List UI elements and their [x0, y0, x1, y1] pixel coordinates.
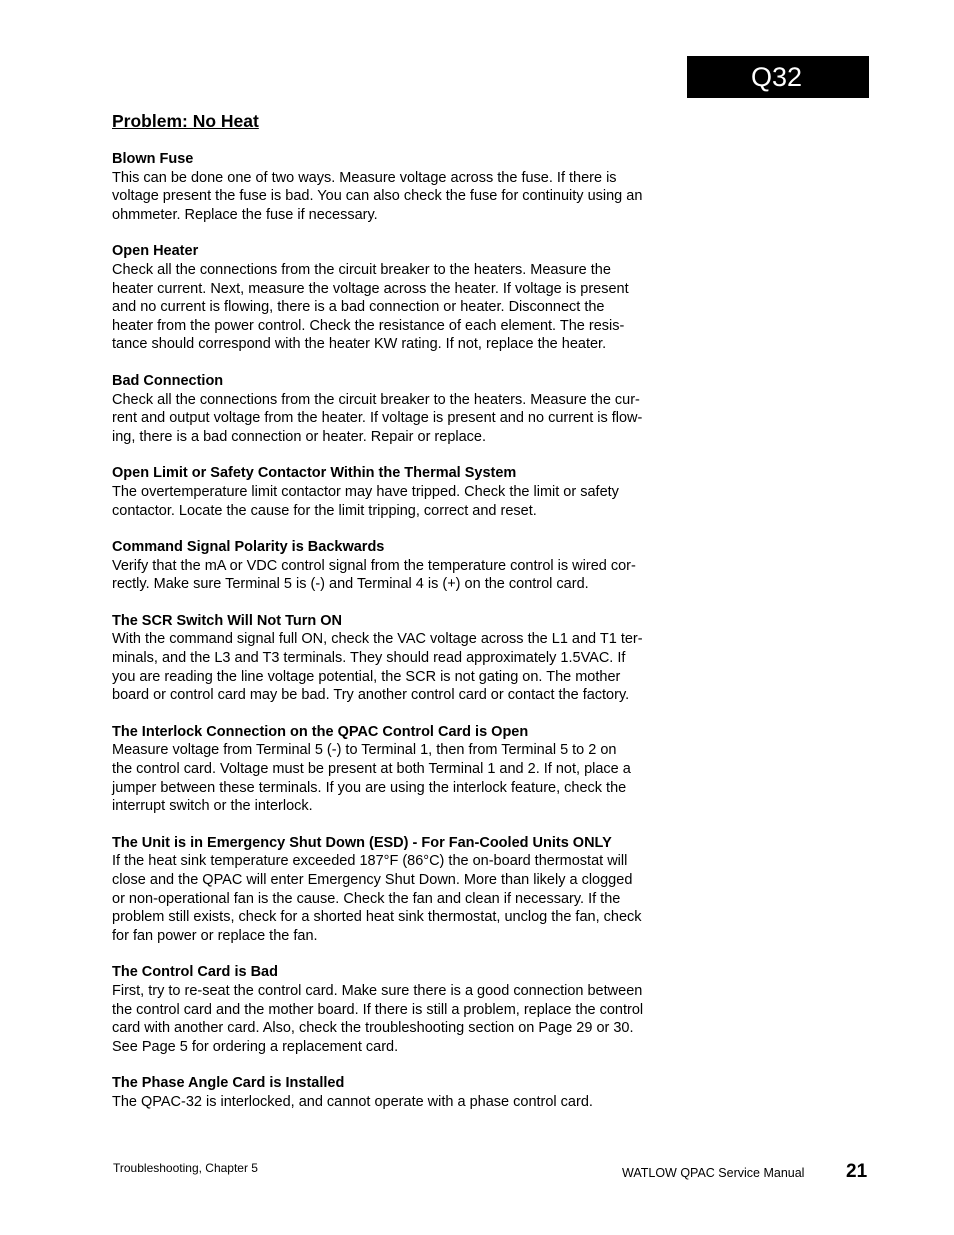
body-line: Verify that the mA or VDC control signal from the temperature control is wired cor- — [112, 557, 636, 574]
body-line: contactor. Locate the cause for the limit tripping, correct and reset. — [112, 502, 537, 519]
troubleshooting-section — [112, 372, 692, 446]
troubleshooting-section — [112, 612, 692, 705]
body-line: Measure voltage from Terminal 5 (-) to Terminal 1, then from Terminal 5 to 2 on — [112, 742, 617, 759]
body-line: jumper between these terminals. If you are using the interlock feature, check the — [112, 779, 627, 796]
section-heading: Open Heater — [112, 243, 199, 260]
body-line: minals, and the L3 and T3 terminals. They should read approximately 1.5VAC. If — [112, 650, 626, 667]
body-line: If the heat sink temperature exceeded 187°F (86°C) the on-board thermostat will — [112, 853, 628, 870]
body-line: With the command signal full ON, check the VAC voltage across the L1 and T1 ter- — [112, 631, 643, 648]
body-line: Check all the connections from the circuit breaker to the heaters. Measure the cur- — [112, 391, 640, 408]
chapter-tab — [687, 56, 869, 98]
section-heading: Command Signal Polarity is Backwards — [112, 539, 385, 556]
page-number: 21 — [846, 1161, 868, 1182]
body-line: First, try to re-seat the control card. Make sure there is a good connection between — [112, 982, 643, 999]
troubleshooting-section — [112, 150, 692, 224]
troubleshooting-section — [112, 834, 692, 946]
body-line: heater current. Next, measure the voltage across the heater. If voltage is present — [112, 280, 629, 297]
section-body — [112, 852, 692, 945]
body-line: The QPAC-32 is interlocked, and cannot operate with a phase control card. — [112, 1093, 593, 1110]
body-line: for fan power or replace the fan. — [112, 927, 318, 944]
body-line: heater from the power control. Check the resistance of each element. The resis- — [112, 317, 625, 334]
section-heading: Open Limit or Safety Contactor Within the Thermal System — [112, 465, 517, 482]
section-heading: The SCR Switch Will Not Turn ON — [112, 612, 342, 629]
body-line: Check all the connections from the circuit breaker to the heaters. Measure the — [112, 261, 611, 278]
section-body — [112, 630, 692, 704]
section-heading: Blown Fuse — [112, 151, 194, 167]
body-line: See Page 5 for ordering a replacement card. — [112, 1038, 399, 1055]
troubleshooting-section — [112, 1074, 692, 1111]
troubleshooting-section — [112, 464, 692, 520]
troubleshooting-section — [112, 963, 692, 1056]
page-title: Problem: No Heat — [112, 111, 259, 131]
section-heading: Bad Connection — [112, 372, 224, 389]
troubleshooting-section — [112, 723, 692, 816]
body-line: tance should correspond with the heater KW rating. If not, replace the heater. — [112, 336, 607, 353]
body-line: ing, there is a bad connection or heater. Repair or replace. — [112, 428, 487, 445]
footer-manual-title: WATLOW QPAC Service Manual — [622, 1166, 805, 1180]
body-line: you are reading the line voltage potential, the SCR is not gating on. The mother — [112, 668, 621, 685]
body-line: problem still exists, check for a shorted heat sink thermostat, unclog the fan, check — [112, 909, 642, 926]
footer-chapter: Troubleshooting, Chapter 5 — [113, 1161, 258, 1175]
body-line: ohmmeter. Replace the fuse if necessary. — [112, 206, 378, 223]
troubleshooting-section — [112, 538, 692, 594]
troubleshooting-section — [112, 242, 692, 354]
body-line: board or control card may be bad. Try another control card or contact the factory. — [112, 687, 630, 704]
body-line: The overtemperature limit contactor may have tripped. Check the limit or safety — [112, 483, 619, 500]
section-body — [112, 982, 692, 1056]
body-line: rectly. Make sure Terminal 5 is (-) and Terminal 4 is (+) on the control card. — [112, 576, 589, 593]
body-line: card with another card. Also, check the troubleshooting section on Page 29 or 30. — [112, 1020, 634, 1037]
section-body — [112, 1093, 692, 1112]
body-line: close and the QPAC will enter Emergency Shut Down. More than likely a clogged — [112, 872, 633, 888]
section-heading: The Control Card is Bad — [112, 964, 278, 981]
body-line: the control card. Voltage must be present at both Terminal 1 and 2. If not, place a — [112, 761, 631, 778]
body-line: rent and output voltage from the heater. If voltage is present and no current is flow- — [112, 410, 643, 427]
sections-container — [112, 150, 692, 1112]
section-heading: The Unit is in Emergency Shut Down (ESD) - For Fan-Cooled Units ONLY — [112, 834, 612, 851]
chapter-tab-label: Q32 — [751, 61, 803, 92]
section-body — [112, 261, 692, 354]
section-body — [112, 741, 692, 815]
body-line: and no current is flowing, there is a bad connection or heater. Disconnect the — [112, 299, 605, 316]
body-line: interrupt switch or the interlock. — [112, 798, 313, 815]
section-body — [112, 557, 692, 594]
body-line: the control card and the mother board. If there is still a problem, replace the control — [112, 1001, 644, 1018]
section-body — [112, 391, 692, 447]
body-line: voltage present the fuse is bad. You can also check the fuse for continuity using an — [112, 188, 643, 205]
section-heading: The Interlock Connection on the QPAC Control Card is Open — [112, 723, 529, 740]
section-body — [112, 169, 692, 225]
body-line: This can be done one of two ways. Measure voltage across the fuse. If there is — [112, 169, 617, 186]
body-line: or non-operational fan is the cause. Check the fan and clean if necessary. If the — [112, 890, 621, 907]
page-content — [112, 108, 692, 1112]
section-body — [112, 483, 692, 520]
section-heading: The Phase Angle Card is Installed — [112, 1075, 345, 1092]
